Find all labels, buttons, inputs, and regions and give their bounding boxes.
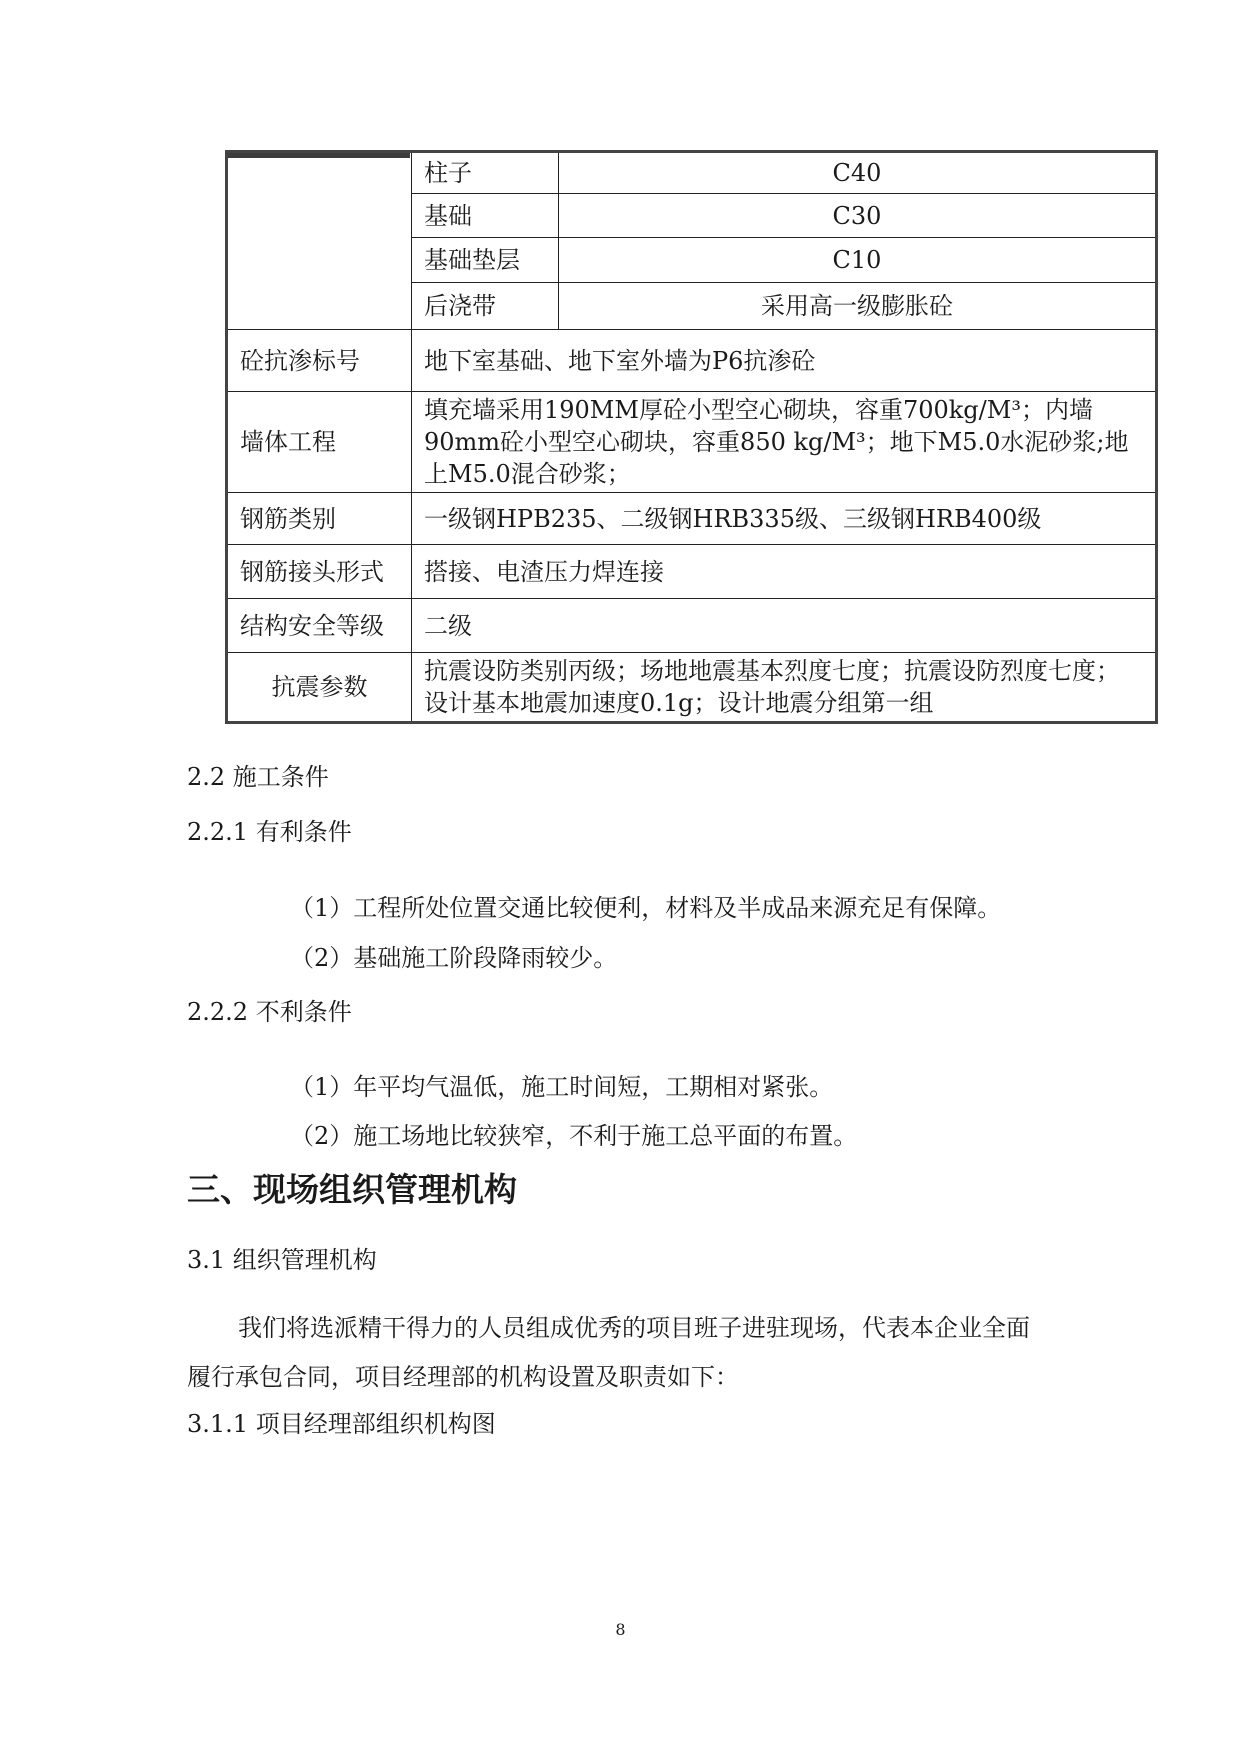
table-cell: 墙体工程 [227,392,412,493]
table-cell: 钢筋类别 [227,493,412,545]
list-item: （2）基础施工阶段降雨较少。 [290,944,618,972]
section-heading-2-2-2: 2.2.2 不利条件 [187,998,352,1026]
table-cell: 基础垫层 [412,238,559,283]
table-row [227,493,1157,545]
table-cell: 后浇带 [412,283,559,330]
table-row [227,330,1157,392]
table-cell: 一级钢HPB235、二级钢HRB335级、三级钢HRB400级 [412,493,1157,545]
table-cell: 搭接、电渣压力焊连接 [412,545,1157,599]
table-cell: 钢筋接头形式 [227,545,412,599]
table-cell: 结构安全等级 [227,599,412,653]
table-cell: 抗震设防类别丙级；场地地震基本烈度七度；抗震设防烈度七度；设计基本地震加速度0.1g；设计地震分组第一组 [412,653,1157,723]
table-cell: C40 [559,152,1157,194]
list-item: （2）施工场地比较狭窄，不利于施工总平面的布置。 [290,1122,858,1150]
page-number: 8 [615,1620,626,1639]
table-cell: C10 [559,238,1157,283]
table-cell: 二级 [412,599,1157,653]
table-cell: 填充墙采用190MM厚砼小型空心砌块，容重700kg/M³；内墙90mm砼小型空心砌块，容重850 kg/M³；地下M5.0水泥砂浆;地上M5.0混合砂浆； [412,392,1157,493]
table-cell: 砼抗渗标号 [227,330,412,392]
section-heading-2-2-1: 2.2.1 有利条件 [187,818,352,846]
spec-table [225,150,1158,724]
table-cell: 基础 [412,194,559,238]
section-heading-2-2: 2.2 施工条件 [187,763,329,791]
paragraph-line: 我们将选派精干得力的人员组成优秀的项目班子进驻现场，代表本企业全面 [238,1314,1030,1342]
table-row [227,392,1157,493]
table-row [227,152,1157,194]
table-row [227,599,1157,653]
chapter-heading: 三、现场组织管理机构 [187,1170,517,1209]
merged-empty-cell [227,152,412,330]
list-item: （1）工程所处位置交通比较便利，材料及半成品来源充足有保障。 [290,894,1002,922]
table-cell: 采用高一级膨胀砼 [559,283,1157,330]
table-cell: C30 [559,194,1157,238]
table-row [227,653,1157,723]
table-cell: 地下室基础、地下室外墙为P6抗渗砼 [412,330,1157,392]
list-item: （1）年平均气温低，施工时间短，工期相对紧张。 [290,1073,834,1101]
table-cell: 柱子 [412,152,559,194]
table-cell: 抗震参数 [227,653,412,723]
section-heading-3-1: 3.1 组织管理机构 [187,1246,377,1274]
table-row [227,545,1157,599]
paragraph-line: 履行承包合同，项目经理部的机构设置及职责如下： [187,1363,739,1391]
section-heading-3-1-1: 3.1.1 项目经理部组织机构图 [187,1410,496,1438]
